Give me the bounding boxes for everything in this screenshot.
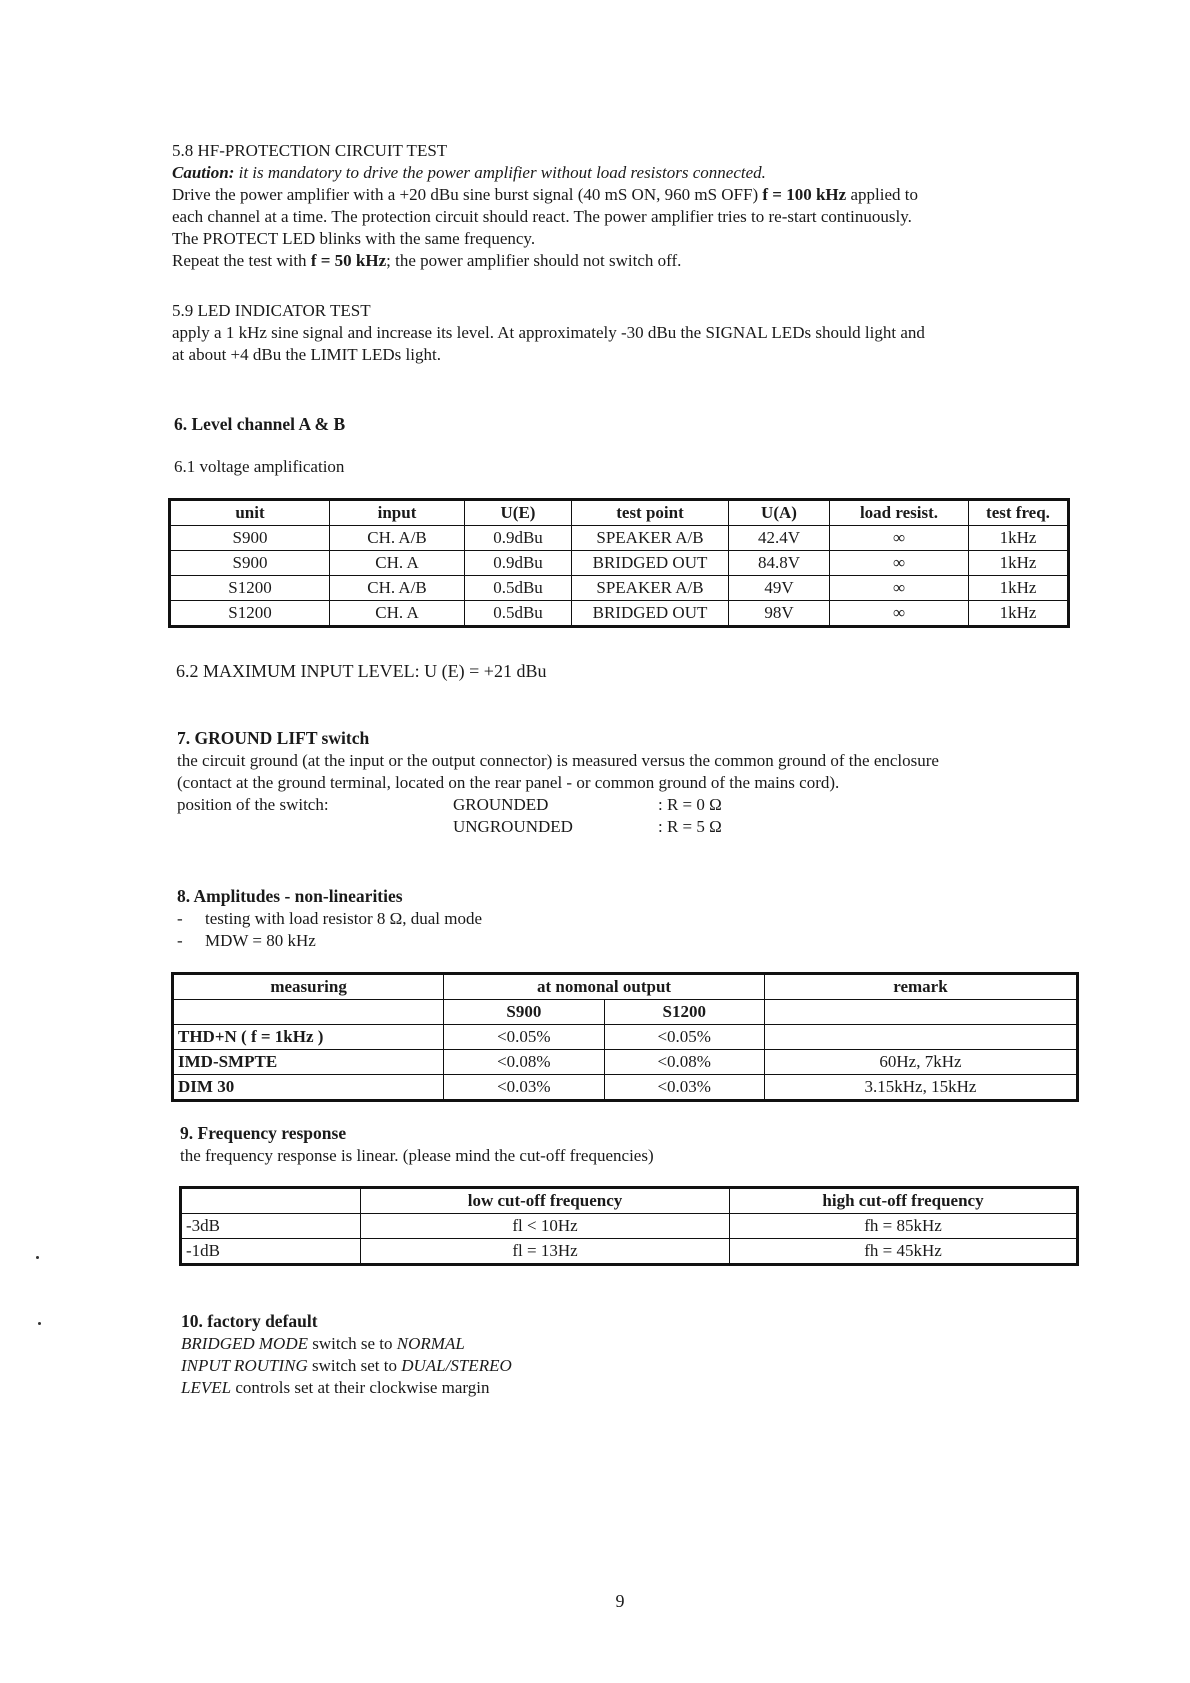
table-row bbox=[173, 1050, 1078, 1075]
frequency-response-table bbox=[179, 1186, 1079, 1266]
bullet-text: testing with load resistor 8 Ω, dual mode bbox=[205, 908, 483, 928]
column-header: test point bbox=[572, 500, 729, 526]
table-subheader-row bbox=[173, 1000, 1078, 1025]
default-setting-line bbox=[181, 1333, 1081, 1355]
table-cell: S900 bbox=[170, 526, 330, 551]
table-cell: 0.5dBu bbox=[465, 576, 572, 601]
bullet-mark: - bbox=[177, 930, 183, 950]
row-label: -1dB bbox=[181, 1239, 361, 1265]
table-cell: 1kHz bbox=[969, 551, 1069, 576]
column-header: S1200 bbox=[604, 1000, 764, 1025]
table-cell: CH. A bbox=[330, 551, 465, 576]
table-cell: <0.08% bbox=[604, 1050, 764, 1075]
default-setting-line bbox=[181, 1355, 1081, 1377]
paragraph-line bbox=[172, 184, 1072, 206]
text-span: Drive the power amplifier with a +20 dBu sine burst signal (40 mS ON, 960 mS OFF) bbox=[172, 185, 763, 205]
column-header: unit bbox=[170, 500, 330, 526]
position-label: position of the switch: bbox=[177, 794, 329, 814]
table-row bbox=[181, 1214, 1078, 1239]
table-cell bbox=[764, 1000, 1077, 1025]
row-label: THD+N ( f = 1kHz ) bbox=[173, 1025, 444, 1050]
voltage-amplification-table bbox=[168, 498, 1070, 628]
bullet-item bbox=[177, 930, 1077, 952]
caution-line bbox=[172, 162, 1072, 184]
column-header: remark bbox=[764, 974, 1077, 1000]
table-cell: 0.5dBu bbox=[465, 601, 572, 627]
paragraph-line: the circuit ground (at the input or the output connector) is measured versus the common ground of the enclosure bbox=[177, 750, 939, 770]
section-title: 6. Level channel A & B bbox=[174, 414, 346, 434]
table-cell: 42.4V bbox=[729, 526, 830, 551]
row-label: IMD-SMPTE bbox=[173, 1050, 444, 1075]
column-header: U(A) bbox=[729, 500, 830, 526]
row-label: DIM 30 bbox=[173, 1075, 444, 1101]
section-title: 7. GROUND LIFT switch bbox=[177, 728, 370, 748]
scan-speck bbox=[38, 1322, 41, 1325]
resistance-value: : R = 5 Ω bbox=[658, 817, 722, 837]
section-7 bbox=[177, 727, 1097, 838]
default-setting-line bbox=[181, 1377, 1081, 1399]
table-cell: ∞ bbox=[830, 601, 969, 627]
table-cell: 1kHz bbox=[969, 576, 1069, 601]
table-cell: 98V bbox=[729, 601, 830, 627]
table-cell: 49V bbox=[729, 576, 830, 601]
subsection-title: 6.1 voltage amplification bbox=[174, 456, 345, 476]
switch-position-row bbox=[177, 816, 1097, 838]
bullet-item bbox=[177, 908, 1077, 930]
table-row bbox=[170, 551, 1069, 576]
table-cell: fh = 45kHz bbox=[730, 1239, 1078, 1265]
table-cell: <0.05% bbox=[604, 1025, 764, 1050]
table-cell: 1kHz bbox=[969, 526, 1069, 551]
table-cell bbox=[764, 1025, 1077, 1050]
table-row bbox=[173, 1075, 1078, 1101]
table-cell: BRIDGED OUT bbox=[572, 601, 729, 627]
table-cell: 3.15kHz, 15kHz bbox=[764, 1075, 1077, 1101]
page-number: 9 bbox=[615, 1591, 625, 1611]
column-header: low cut-off frequency bbox=[361, 1188, 730, 1214]
table-cell: <0.03% bbox=[444, 1075, 604, 1101]
scan-speck bbox=[36, 1256, 39, 1259]
table-cell: CH. A/B bbox=[330, 526, 465, 551]
table-row bbox=[173, 1025, 1078, 1050]
table-cell: 0.9dBu bbox=[465, 551, 572, 576]
table-cell: fl < 10Hz bbox=[361, 1214, 730, 1239]
table-row bbox=[170, 576, 1069, 601]
bullet-text: MDW = 80 kHz bbox=[205, 930, 316, 950]
setting-value: NORMAL bbox=[396, 1333, 465, 1353]
table-row bbox=[170, 526, 1069, 551]
table-cell: <0.05% bbox=[444, 1025, 604, 1050]
switch-position-row bbox=[177, 794, 1097, 816]
text-span: applied to bbox=[846, 185, 918, 205]
column-header: high cut-off frequency bbox=[730, 1188, 1078, 1214]
section-9 bbox=[180, 1122, 1080, 1167]
table-header-row bbox=[181, 1188, 1078, 1214]
paragraph-line: at about +4 dBu the LIMIT LEDs light. bbox=[172, 345, 441, 365]
text-span: Repeat the test with bbox=[172, 251, 311, 271]
column-header: input bbox=[330, 500, 465, 526]
table-cell: fl = 13Hz bbox=[361, 1239, 730, 1265]
table-cell: CH. A bbox=[330, 601, 465, 627]
caution-text: it is mandatory to drive the power amplifier without load resistors connected. bbox=[234, 163, 766, 183]
control-name: LEVEL bbox=[181, 1377, 232, 1397]
table-cell: BRIDGED OUT bbox=[572, 551, 729, 576]
setting-value: DUAL/STEREO bbox=[401, 1355, 512, 1375]
paragraph-line bbox=[172, 250, 1072, 272]
section-5-9 bbox=[172, 300, 1072, 366]
option-label: UNGROUNDED bbox=[453, 817, 573, 837]
column-header: U(E) bbox=[465, 500, 572, 526]
paragraph-line: The PROTECT LED blinks with the same frequency. bbox=[172, 229, 536, 249]
paragraph-line: (contact at the ground terminal, located on the rear panel - or common ground of the mains cord). bbox=[177, 772, 840, 792]
section-5-8 bbox=[172, 140, 1072, 273]
table-cell: <0.08% bbox=[444, 1050, 604, 1075]
table-cell bbox=[173, 1000, 444, 1025]
frequency-value: f = 50 kHz bbox=[310, 251, 387, 271]
table-cell: fh = 85kHz bbox=[730, 1214, 1078, 1239]
row-label: -3dB bbox=[181, 1214, 361, 1239]
table-cell: 84.8V bbox=[729, 551, 830, 576]
section-title: 5.8 HF-PROTECTION CIRCUIT TEST bbox=[172, 141, 448, 160]
control-name: BRIDGED MODE bbox=[181, 1333, 308, 1353]
section-6 bbox=[174, 413, 1074, 478]
text-span: switch set to bbox=[307, 1355, 402, 1375]
table-cell: SPEAKER A/B bbox=[572, 576, 729, 601]
paragraph-line: each channel at a time. The protection circuit should react. The power amplifier tries to re-start continuously. bbox=[172, 207, 912, 227]
non-linearities-table bbox=[171, 972, 1079, 1102]
table-cell bbox=[181, 1188, 361, 1214]
table-header-row bbox=[173, 974, 1078, 1000]
column-header: test freq. bbox=[969, 500, 1069, 526]
table-cell: 1kHz bbox=[969, 601, 1069, 627]
control-name: INPUT ROUTING bbox=[181, 1355, 308, 1375]
frequency-value: f = 100 kHz bbox=[762, 185, 847, 205]
section-title: 8. Amplitudes - non-linearities bbox=[177, 886, 403, 906]
table-cell: 60Hz, 7kHz bbox=[764, 1050, 1077, 1075]
column-header: at nomonal output bbox=[444, 974, 765, 1000]
subsection-title: 6.2 MAXIMUM INPUT LEVEL: U (E) = +21 dBu bbox=[176, 661, 547, 681]
table-row bbox=[170, 601, 1069, 627]
text-span: ; the power amplifier should not switch off. bbox=[386, 251, 682, 271]
column-header: S900 bbox=[444, 1000, 604, 1025]
section-10 bbox=[181, 1310, 1081, 1399]
text-span: controls set at their clockwise margin bbox=[231, 1377, 490, 1397]
table-cell: ∞ bbox=[830, 576, 969, 601]
resistance-value: : R = 0 Ω bbox=[658, 794, 722, 814]
table-cell: ∞ bbox=[830, 551, 969, 576]
table-cell: SPEAKER A/B bbox=[572, 526, 729, 551]
table-cell: S1200 bbox=[170, 601, 330, 627]
table-cell: ∞ bbox=[830, 526, 969, 551]
section-8 bbox=[177, 885, 1077, 952]
bullet-mark: - bbox=[177, 908, 183, 928]
column-header: load resist. bbox=[830, 500, 969, 526]
table-cell: <0.03% bbox=[604, 1075, 764, 1101]
table-header-row bbox=[170, 500, 1069, 526]
table-cell: 0.9dBu bbox=[465, 526, 572, 551]
text-span: switch se to bbox=[308, 1333, 397, 1353]
caution-label: Caution: bbox=[172, 163, 235, 183]
section-title: 9. Frequency response bbox=[180, 1123, 347, 1143]
section-6-2 bbox=[176, 660, 1076, 683]
table-cell: S1200 bbox=[170, 576, 330, 601]
paragraph-line: apply a 1 kHz sine signal and increase its level. At approximately -30 dBu the SIGNAL LEDs should light and bbox=[172, 323, 925, 343]
column-header: measuring bbox=[173, 974, 444, 1000]
section-title: 5.9 LED INDICATOR TEST bbox=[172, 301, 371, 320]
table-cell: S900 bbox=[170, 551, 330, 576]
option-label: GROUNDED bbox=[453, 794, 549, 814]
table-row bbox=[181, 1239, 1078, 1265]
paragraph-line: the frequency response is linear. (please mind the cut-off frequencies) bbox=[180, 1145, 654, 1165]
table-cell: CH. A/B bbox=[330, 576, 465, 601]
section-title: 10. factory default bbox=[181, 1311, 318, 1331]
